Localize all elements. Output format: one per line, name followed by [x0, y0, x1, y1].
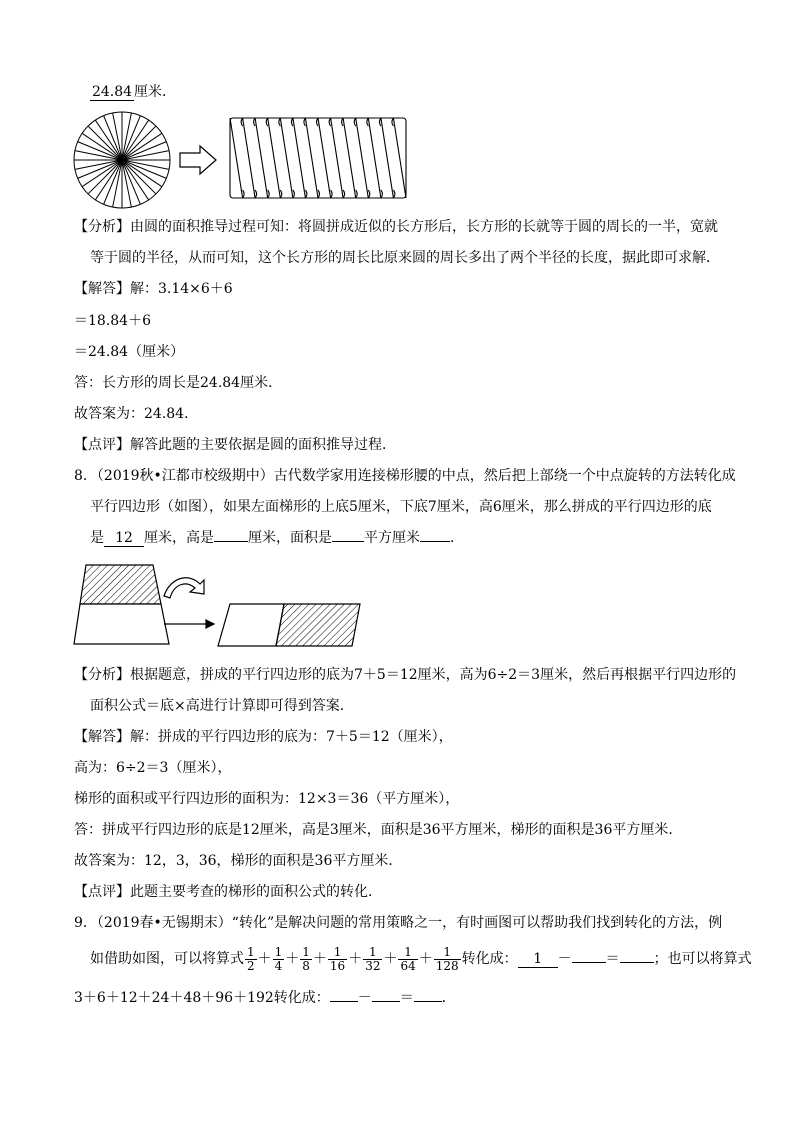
q8-line-1: 8．（2019秋•江都市校级期中）古代数学家用连接梯形腰的中点，然后把上部绕一个中点旋转的方法转化成	[74, 468, 736, 484]
fraction: $\frac{1}{64}$	[400, 944, 416, 973]
q8-final-answer: 故答案为：12，3，36，梯形的面积是36平方厘米．	[74, 853, 403, 869]
solve-tag: 【解答】	[74, 729, 130, 745]
plus-sign: ＋	[418, 951, 433, 967]
fraction: $\frac{1}{2}$	[247, 944, 255, 973]
fraction: $\frac{1}{4}$	[274, 944, 283, 973]
fraction: $\frac{1}{128}$	[435, 944, 459, 973]
q8-solve-line-1: 【解答】解：拼成的平行四边形的底为：7＋5＝12（厘米），	[74, 729, 453, 745]
trapezoid	[74, 565, 169, 644]
q8-analysis-line-1: 【分析】根据题意，拼成的平行四边形的底为7＋5＝12厘米，高为6÷2＝3厘米，然后再根据平行四边形的	[74, 667, 737, 683]
q8-analysis-line-2: 面积公式＝底×高进行计算即可得到答案．	[90, 698, 354, 714]
prev-answer-line: 24.84 厘米．	[91, 84, 176, 100]
sectored-circle	[74, 112, 170, 208]
fraction: $\frac{1}{16}$	[329, 944, 346, 973]
q8-line-3: 是 12 厘米，高是 厘米，面积是 平方厘米 ．	[90, 530, 464, 546]
plus-sign: ＋	[257, 951, 272, 967]
arrow-icon	[180, 146, 216, 174]
blank-extra	[420, 541, 450, 542]
analysis-tag: 【分析】	[74, 219, 130, 235]
circle-to-rectangle-figure	[72, 110, 412, 214]
parallelogram	[218, 604, 360, 646]
q8-comment: 【点评】此题主要考查的梯形的面积公式的转化．	[74, 884, 382, 900]
plus-sign: ＋	[348, 951, 363, 967]
trapezoid-to-parallelogram-figure	[70, 560, 370, 650]
blank-q9-2	[572, 962, 606, 963]
q8-line-2: 平行四边形（如图），如果左面梯形的上底5厘米，下底7厘米，高6厘米，那么拼成的平行四边形的底	[90, 499, 712, 515]
blank-q9-4	[330, 1001, 358, 1002]
q9-line-1: 9．（2019春•无锡期末）“转化”是解决问题的常用策略之一，有时画图可以帮助我们找到转化的方法，例	[74, 915, 723, 931]
q7-solve-line-1: 【解答】解：3.14×6＋6	[74, 281, 233, 297]
plus-sign: ＋	[285, 951, 300, 967]
blank-area	[332, 541, 364, 542]
q7-analysis-line-2: 等于圆的半径，从而可知，这个长方形的周长比原来圆的周长多出了两个半径的长度，据此即可求解．	[90, 250, 720, 266]
blank-q9-5	[372, 1001, 400, 1002]
q9-line-2: 如借助如图，可以将算式 $\frac{1}{2}$ ＋ $\frac{1}{4}$ ＋ $\frac{1}{8}$ ＋ $\frac{1}{16}$ ＋ $\frac{1}{32}$ ＋ $\frac{1}{64}$ ＋ $\frac{1}{128}$ 转化成： 1 － ＝ ；也可以将算式	[90, 944, 752, 973]
blank-height	[214, 541, 248, 542]
right-arrow-icon	[164, 620, 214, 628]
q7-answer-line: 答：长方形的周长是24.84厘米．	[74, 375, 283, 391]
fraction: $\frac{1}{8}$	[302, 944, 310, 973]
blank-q9-3	[620, 962, 654, 963]
q7-solve-line-2: ＝18.84＋6	[74, 313, 151, 329]
q7-comment: 【点评】解答此题的主要依据是圆的面积推导过程．	[74, 437, 396, 453]
blank-base: 12	[104, 530, 144, 547]
comment-tag: 【点评】	[74, 884, 130, 900]
q7-solve-line-3: ＝24.84（厘米）	[74, 344, 185, 360]
comment-tag: 【点评】	[74, 437, 130, 453]
fraction: $\frac{1}{32}$	[365, 944, 381, 973]
q7-analysis-line-1: 【分析】由圆的面积推导过程可知：将圆拼成近似的长方形后，长方形的长就等于圆的周长的一半，宽就	[74, 219, 718, 235]
analysis-tag: 【分析】	[74, 667, 130, 683]
q8-answer-line: 答：拼成平行四边形的底是12厘米，高是3厘米，面积是36平方厘米，梯形的面积是36平方厘米．	[74, 822, 683, 838]
blank-q9-1: 1	[518, 951, 558, 968]
answer-blank: 24.84	[91, 84, 133, 100]
q9-line-3: 3＋6＋12＋24＋48＋96＋192转化成： － ＝ ．	[74, 990, 456, 1006]
rotate-arrow-icon	[164, 578, 204, 598]
q7-final-answer: 故答案为：24.84．	[74, 406, 199, 422]
solve-tag: 【解答】	[74, 281, 130, 297]
fraction-expression	[244, 944, 462, 973]
plus-sign: ＋	[312, 951, 327, 967]
plus-sign: ＋	[383, 951, 398, 967]
q8-solve-line-2: 高为：6÷2＝3（厘米），	[74, 760, 232, 776]
q8-solve-line-3: 梯形的面积或平行四边形的面积为：12×3＝36（平方厘米），	[74, 791, 460, 807]
approx-rectangle	[230, 118, 406, 198]
blank-q9-6	[414, 1001, 442, 1002]
